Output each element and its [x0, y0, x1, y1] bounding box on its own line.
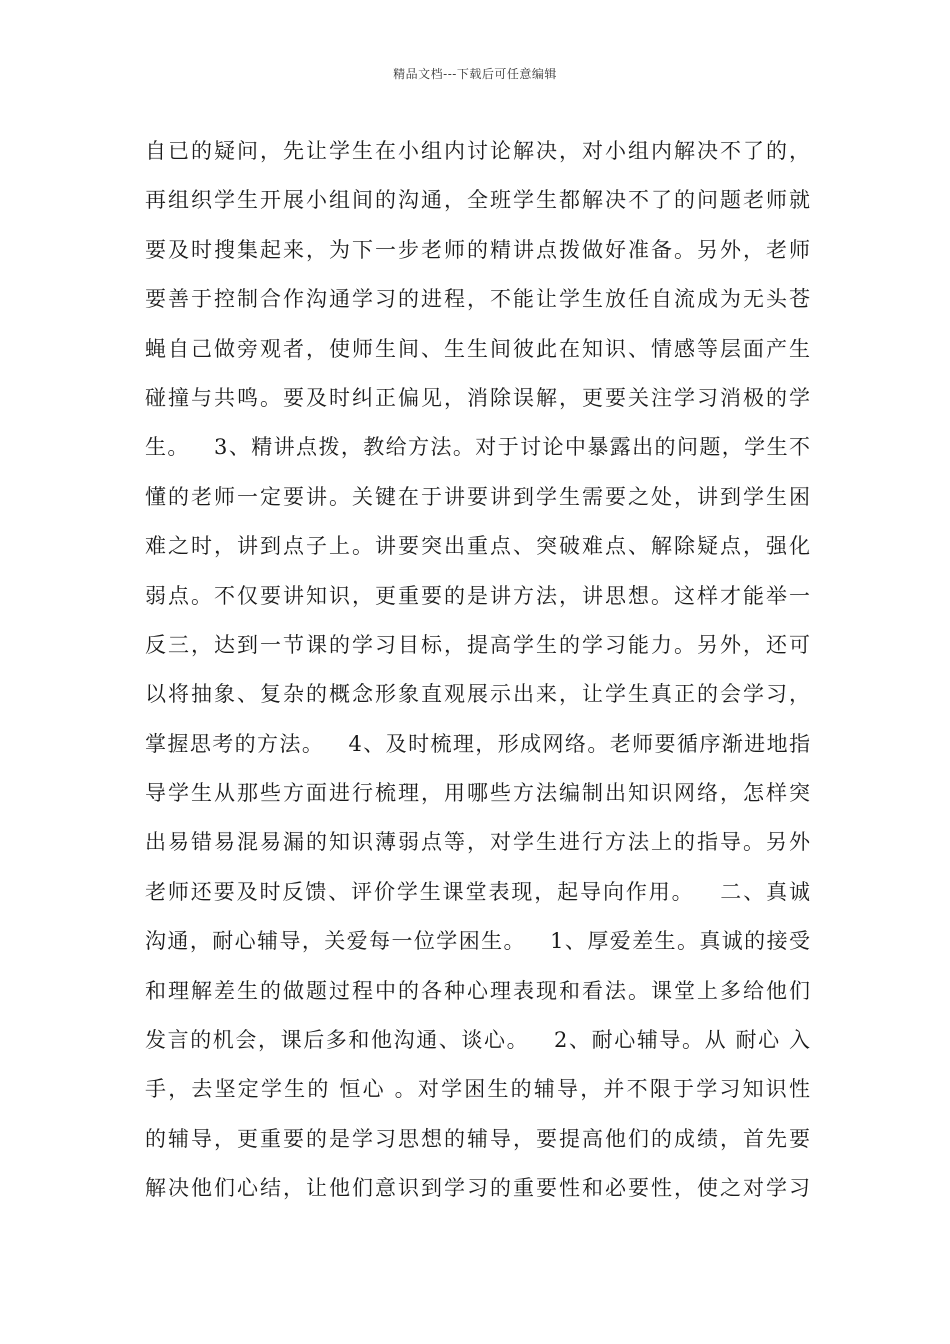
text-line: 自已的疑问，先让学生在小组内讨论解决，对小组内解决不了的， — [145, 139, 810, 163]
text-line: 蝇自己做旁观者，使师生间、生生间彼此在知识、情感等层面产生 — [145, 336, 810, 361]
text-line: 和理解差生的做题过程中的各种心理表现和看法。课堂上多给他们 — [145, 978, 810, 1003]
text-line: 生。 3、精讲点拨，教给方法。对于讨论中暴露出的问题，学生不 — [145, 435, 810, 460]
text-line: 碰撞与共鸣。要及时纠正偏见，消除误解，更要关注学习消极的学 — [145, 385, 810, 410]
text-line: 老师还要及时反馈、评价学生课堂表现，起导向作用。 二、真诚 — [145, 879, 810, 904]
text-line: 发言的机会，课后多和他沟通、谈心。 2、耐心辅导。从 耐心 入 — [145, 1028, 810, 1053]
text-line: 要及时搜集起来，为下一步老师的精讲点拨做好准备。另外，老师 — [145, 237, 810, 262]
text-line: 沟通，耐心辅导，关爱每一位学困生。 1、厚爱差生。真诚的接受 — [145, 929, 810, 954]
text-line: 以将抽象、复杂的概念形象直观展示出来，让学生真正的会学习， — [145, 682, 810, 707]
text-line: 的辅导，更重要的是学习思想的辅导，要提高他们的成绩，首先要 — [145, 1126, 810, 1151]
text-line: 出易错易混易漏的知识薄弱点等，对学生进行方法上的指导。另外 — [145, 830, 810, 855]
text-line: 弱点。不仅要讲知识，更重要的是讲方法，讲思想。这样才能举一 — [145, 583, 810, 608]
page-header: 精品文档---下载后可任意编辑 — [393, 67, 557, 81]
text-line: 掌握思考的方法。 4、及时梳理，形成网络。老师要循序渐进地指 — [145, 731, 810, 756]
text-line: 要善于控制合作沟通学习的进程，不能让学生放任自流成为无头苍 — [145, 287, 810, 312]
text-line: 懂的老师一定要讲。关键在于讲要讲到学生需要之处，讲到学生困 — [145, 484, 810, 509]
text-line: 反三，达到一节课的学习目标，提高学生的学习能力。另外，还可 — [145, 632, 810, 657]
body-text — [145, 127, 810, 1214]
text-line: 再组织学生开展小组间的沟通，全班学生都解决不了的问题老师就 — [145, 188, 810, 213]
text-line: 难之时，讲到点子上。讲要突出重点、突破难点、解除疑点，强化 — [145, 534, 810, 559]
text-line: 解决他们心结，让他们意识到学习的重要性和必要性，使之对学习 — [145, 1176, 810, 1201]
text-line: 导学生从那些方面进行梳理，用哪些方法编制出知识网络，怎样突 — [145, 781, 810, 806]
text-line: 手，去坚定学生的 恒心 。对学困生的辅导，并不限于学习知识性 — [145, 1077, 810, 1102]
